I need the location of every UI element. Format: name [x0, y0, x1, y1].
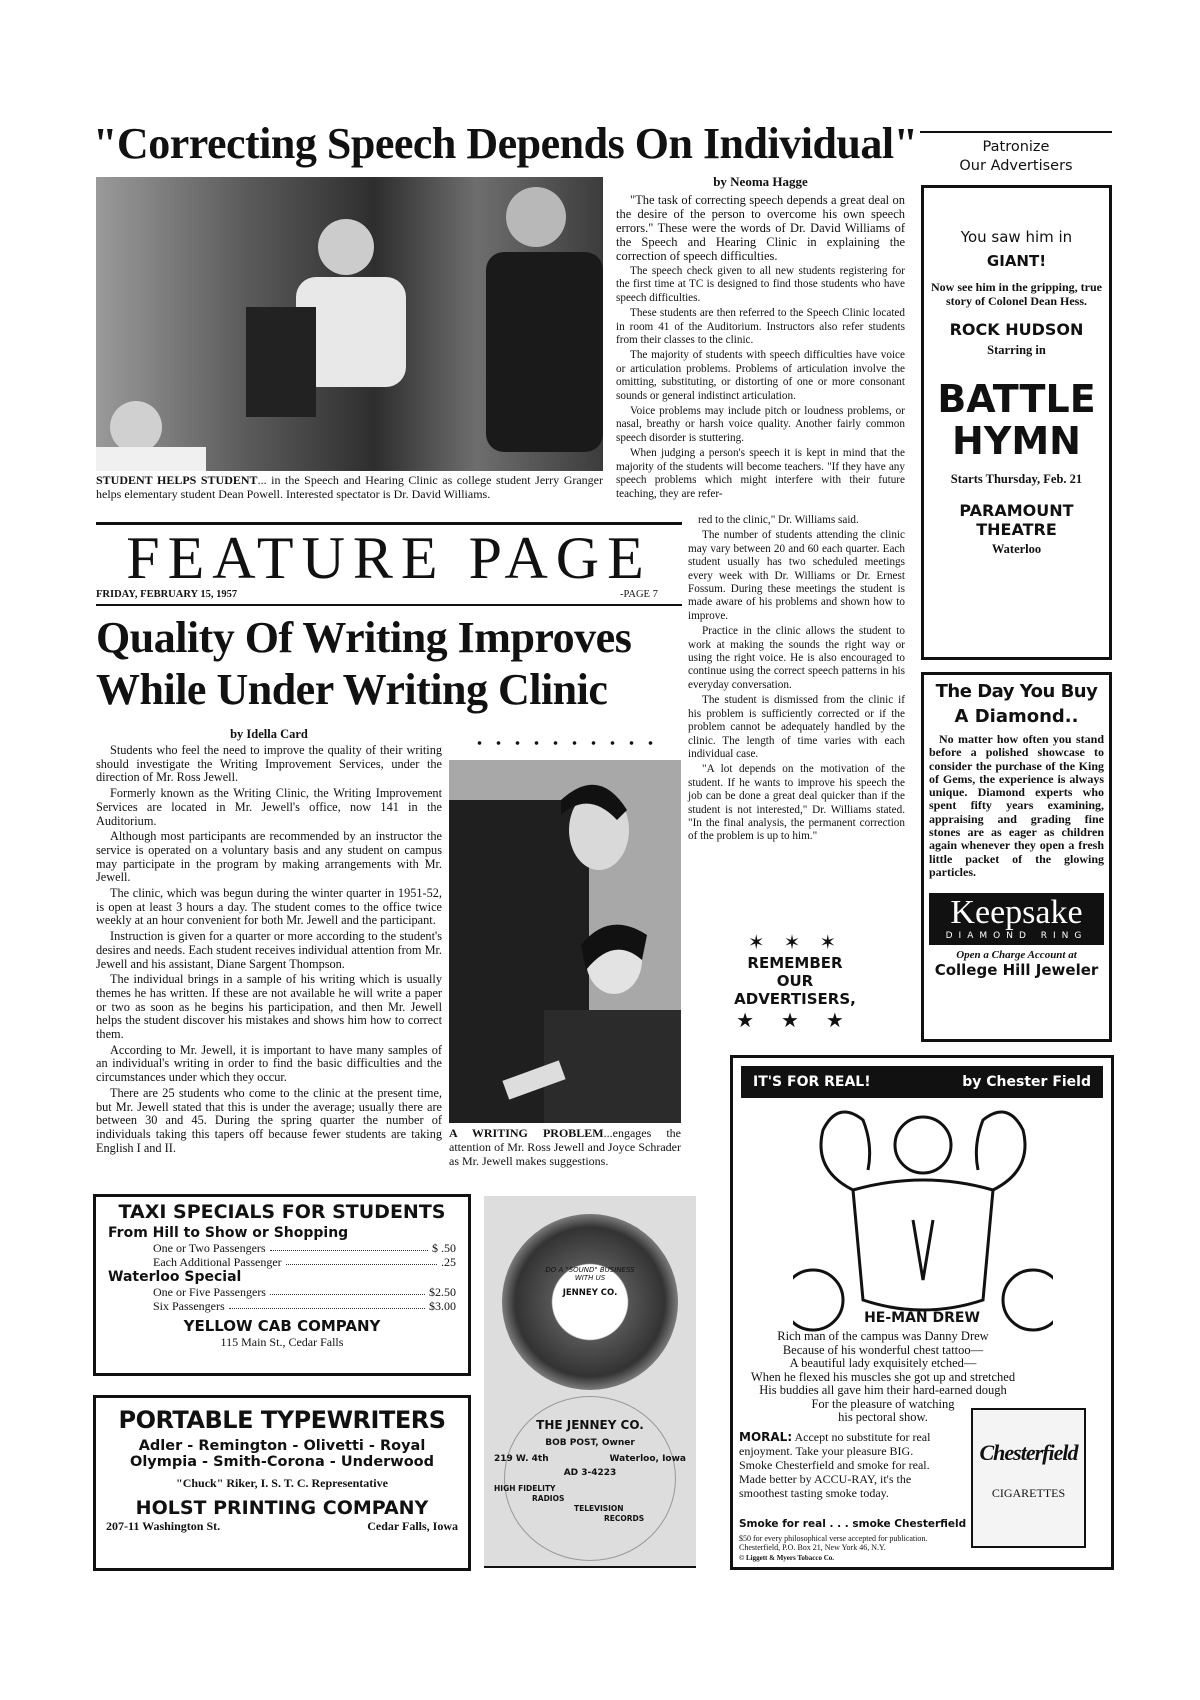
writing-article	[96, 744, 442, 1157]
price-row	[153, 1285, 456, 1299]
speech-headline: "Correcting Speech Depends On Individual"	[93, 119, 918, 168]
company-name: THE JENNEY CO.	[536, 1418, 644, 1432]
price-list	[108, 1241, 456, 1269]
ad-text: GIANT!	[986, 252, 1047, 270]
remember-line: ADVERTISERS,	[734, 990, 856, 1008]
ad-title: The Day You Buy	[935, 681, 1098, 702]
record-label-text: DO A "SOUND" BUSINESS WITH US	[545, 1266, 635, 1282]
paragraph: The individual brings in a sample of his writing which is usually themes he has written. If these are not available he will write a paper or two as soon as he begins his participation, and then Mr. Jewell helps the student discover his mistakes and shows him how to correct them.	[96, 972, 442, 1042]
paragraph: The number of students attending the clinic may vary between 20 and 60 each quarter. Each student usually has two scheduled meetings every week with Dr. Williams or Dr. Ernest Fossum. During these meetings the student is made aware of his problems and shown how to improve.	[688, 529, 905, 622]
store-name: College Hill Jeweler	[934, 961, 1099, 980]
verse-line: For the pleasure of watching	[811, 1396, 955, 1411]
paragraph: Voice problems may include pitch or loudness problems, or nasal, breathy or harsh voice quality. Another fairly common speech disorder is stuttering.	[616, 405, 905, 444]
masthead-rule-bottom	[96, 604, 682, 606]
representative: "Chuck" Riker, I. S. T. C. Representative	[176, 1476, 388, 1490]
paragraph: Students who feel the need to improve the quality of their writing should investigate the Writing Improvement Services, under the direction of Mr. Ross Jewell.	[96, 743, 442, 785]
ad-body: No matter how often you stand before a polished showcase to consider the purchase of the King of Gems, the experience is always unique. Diamond experts who spent fifty years examining, appraising and grading fine stones are as eager as children again whenever they open a fresh little packet of the glowing particles.	[929, 732, 1104, 879]
fine-print: $50 for every philosophical verse accepted for publication. Chesterfield, P.O. Box 21, New York 46, N.Y.	[739, 1534, 928, 1552]
theatre-name: PARAMOUNT	[959, 501, 1074, 520]
price-label: Each Additional Passenger	[153, 1255, 282, 1269]
patronize-line: Our Advertisers	[959, 158, 1073, 174]
price-list	[108, 1285, 456, 1313]
remember-line: REMEMBER	[747, 954, 843, 972]
price-label: One or Two Passengers	[153, 1241, 266, 1255]
company-address: 115 Main St., Cedar Falls	[220, 1335, 344, 1349]
moral-label: MORAL:	[739, 1430, 793, 1444]
ad-title: TAXI SPECIALS FOR STUDENTS	[118, 1201, 446, 1223]
verse-line: A beautiful lady exquisitely etched—	[789, 1356, 977, 1370]
clinic-photo-caption	[96, 474, 603, 501]
record-label-text: JENNEY CO.	[562, 1288, 618, 1298]
ad-banner	[741, 1066, 1103, 1098]
chesterfield-ad	[730, 1055, 1114, 1570]
paragraph: When judging a person's speech it is kept in mind that the majority of the students will become teachers. "If they have any speech problems which might interfere with their future teaching, they are refer-	[616, 447, 905, 500]
owner: BOB POST, Owner	[545, 1438, 635, 1448]
rule	[920, 131, 1112, 133]
verse-line: His buddies all gave him their hard-earned dough	[759, 1383, 1007, 1397]
banner-right: by Chester Field	[962, 1074, 1091, 1090]
brand-list: Adler - Remington - Olivetti - Royal	[138, 1438, 426, 1454]
jenney-info	[494, 1418, 686, 1524]
page-number: -PAGE 7	[620, 589, 658, 600]
logo-text: Keepsake	[950, 894, 1083, 932]
price-label: Six Passengers	[153, 1299, 225, 1313]
remember-line: OUR	[776, 972, 814, 990]
moral	[739, 1430, 949, 1500]
ad-text: You saw him in	[960, 228, 1073, 246]
price-row	[153, 1255, 456, 1269]
product-list	[494, 1484, 686, 1524]
battle-hymn-ad	[921, 185, 1112, 660]
product: RADIOS	[532, 1494, 565, 1503]
product: HIGH FIDELITY	[494, 1484, 556, 1493]
paragraph: "The task of correcting speech depends a great deal on the desire of the person to overcome his own speech errors." These were the words of Dr. David Williams of the Speech and Hearing Clinic in explaining the correction of speech difficulties.	[616, 193, 905, 263]
patronize-header	[920, 138, 1112, 176]
product: TELEVISION	[574, 1504, 624, 1513]
ad-section: From Hill to Show or Shopping	[108, 1225, 349, 1241]
price-label: One or Five Passengers	[153, 1285, 266, 1299]
ad-title: PORTABLE TYPEWRITERS	[118, 1406, 446, 1434]
price-row	[153, 1299, 456, 1313]
city: Cedar Falls, Iowa	[367, 1519, 458, 1533]
verse-line: his pectoral show.	[838, 1410, 928, 1424]
star-icons: ✶ ✶ ✶	[747, 930, 843, 954]
writing-photo-figures	[449, 760, 681, 1123]
verse-line: When he flexed his muscles she got up and stretched	[750, 1369, 1016, 1384]
speech-byline: by Neoma Hagge	[713, 174, 808, 189]
paragraph: The speech check given to all new students registering for the first time at TC is designed to find those students who have speech difficulties.	[616, 265, 905, 304]
price-value: $ .50	[432, 1241, 456, 1255]
phone: AD 3-4223	[563, 1468, 617, 1478]
clinic-photo-figures	[96, 177, 603, 471]
clinic-photo	[96, 177, 603, 471]
speech-article	[616, 193, 905, 503]
paragraph: Practice in the clinic allows the student to work at making the sounds the right way or using the right voice. He is also encouraged to continue using the correct speech patterns in his everyday conversation.	[688, 625, 905, 691]
price-value: $2.50	[429, 1285, 456, 1299]
ad-star-name: ROCK HUDSON	[949, 320, 1084, 339]
star-icons: ★ ★ ★	[736, 1008, 854, 1032]
company-address	[106, 1519, 458, 1534]
remember-advertisers	[700, 930, 890, 1032]
caption-text: ... in the Speech and Hearing Clinic as college student Jerry Granger helps elementary student Dean Powell. Interested spectator is Dr. David Williams.	[96, 473, 604, 501]
paragraph: "A lot depends on the motivation of the student. If he wants to improve his speech the job can be done a great deal quicker than if the student is not interested," Dr. Williams stated. "In the final analysis, the permanent correction of the problem is up to him."	[688, 763, 905, 843]
product: RECORDS	[604, 1514, 645, 1523]
paragraph: The majority of students with speech difficulties have voice or articulation problems. Problems of articulation involve the omitting, substituting, or distorting of one or more consonant sounds or general indistinct articulation.	[616, 349, 905, 402]
paragraph: There are 25 students who come to the clinic at the present time, but Mr. Jewell stated that this is under the average; usually there are between 30 and 45. During the spring quarter the number of individuals taking this tapers off because fewer students are taking English I and II.	[96, 1085, 442, 1155]
pack-subtext: CIGARETTES	[991, 1486, 1066, 1500]
ad-section: Waterloo Special	[108, 1269, 242, 1285]
company-name: YELLOW CAB COMPANY	[183, 1317, 381, 1335]
patronize-line: Patronize	[982, 139, 1050, 155]
record-icon	[502, 1214, 678, 1390]
ad-text: Open a Charge Account at	[956, 949, 1077, 962]
paragraph: The student is dismissed from the clinic if his problem is sufficiently corrected or if the problem cannot be adequately handled by the clinic. The length of time varies with each individual case.	[688, 694, 905, 760]
keepsake-logo	[929, 893, 1104, 945]
record-label	[544, 1266, 636, 1298]
paragraph: Although most participants are recommended by an instructor the service is operated on a voluntary basis and any student on campus may participate in the program by making arrangements with Mr. Jewell.	[96, 829, 442, 885]
ad-text: Waterloo	[991, 542, 1042, 556]
dot-divider	[470, 740, 660, 746]
jenney-ad	[484, 1196, 696, 1568]
moral-text: Accept no substitute for real enjoyment. Take your pleasure BIG. Smoke Chesterfield and smoke for real. Made better by ACCU-RAY, it's the smoothest tasting smoke today.	[739, 1430, 931, 1500]
brand-list: Olympia - Smith-Corona - Underwood	[130, 1454, 434, 1470]
ad-date: Starts Thursday, Feb. 21	[950, 472, 1083, 486]
cigarette-pack	[971, 1408, 1086, 1548]
paragraph: red to the clinic," Dr. Williams said.	[698, 514, 859, 526]
diamond-ad	[921, 672, 1112, 1042]
paragraph: These students are then referred to the Speech Clinic located in room 41 of the Auditorium. Instructors also refer students from their classes to the clinic.	[616, 307, 905, 347]
address	[494, 1454, 686, 1464]
pack-brand: Chesterfield	[979, 1440, 1078, 1465]
verse-line: Because of his wonderful chest tattoo—	[782, 1342, 984, 1357]
banner-left: IT'S FOR REAL!	[753, 1074, 871, 1090]
movie-title: HYMN	[952, 419, 1081, 463]
paragraph: Instruction is given for a quarter or more according to the student's desires and needs. Each student receives individual attention from Mr. Jewell and his assistant, Diane Sargent Thompson.	[96, 929, 442, 971]
theatre-name: THEATRE	[976, 520, 1057, 539]
writing-headline: Quality Of Writing Improves While Under Writing Clinic	[96, 613, 632, 714]
city: Waterloo, Iowa	[609, 1454, 686, 1464]
speech-article-continued	[688, 514, 905, 846]
street: 219 W. 4th	[494, 1454, 549, 1464]
verse-line: Rich man of the campus was Danny Drew	[777, 1329, 989, 1343]
price-value: $3.00	[429, 1299, 456, 1313]
company-name: HOLST PRINTING COMPANY	[135, 1497, 429, 1519]
price-row	[153, 1241, 456, 1255]
typewriter-ad	[93, 1395, 471, 1571]
logo-subtext: DIAMOND RING	[945, 931, 1088, 942]
writing-byline: by Idella Card	[230, 727, 308, 741]
writing-clinic-photo	[449, 760, 681, 1123]
street: 207-11 Washington St.	[106, 1519, 221, 1533]
caption-lead: STUDENT HELPS STUDENT	[96, 473, 258, 487]
paragraph: The clinic, which was begun during the winter quarter in 1951-52, is open at least 3 hours a day. The student comes to the office twice weekly at an hour convenient for both Mr. Jewell and the participant.	[96, 886, 442, 928]
caption-text: ...engages the attention of Mr. Ross Jewell and Joyce Schrader as Mr. Jewell makes suggestions.	[449, 1126, 682, 1168]
price-value: .25	[441, 1255, 456, 1269]
taxi-ad	[93, 1194, 471, 1376]
paragraph: Formerly known as the Writing Clinic, the Writing Improvement Services are located in Mr. Jewell's office, now 141 in the Auditorium.	[96, 786, 442, 828]
ad-title: A Diamond..	[954, 706, 1079, 727]
slogan: Smoke for real . . . smoke Chesterfield	[739, 1518, 967, 1530]
writing-photo-caption	[449, 1126, 681, 1168]
ad-text: Starring in	[987, 343, 1046, 357]
paragraph: According to Mr. Jewell, it is important to have many samples of an individual's writing in order to find the basic difficulties and the circumstances under which they occur.	[96, 1042, 442, 1085]
issue-date: FRIDAY, FEBRUARY 15, 1957	[96, 589, 238, 600]
ad-title: HE-MAN DREW	[864, 1310, 980, 1326]
feature-page-title: FEATURE PAGE	[126, 525, 652, 591]
movie-title: BATTLE	[937, 377, 1096, 421]
caption-lead: A WRITING PROBLEM	[449, 1126, 604, 1140]
ad-text: Now see him in the gripping, true story of Colonel Dean Hess.	[931, 280, 1102, 308]
copyright: © Liggett & Myers Tobacco Co.	[739, 1554, 835, 1562]
